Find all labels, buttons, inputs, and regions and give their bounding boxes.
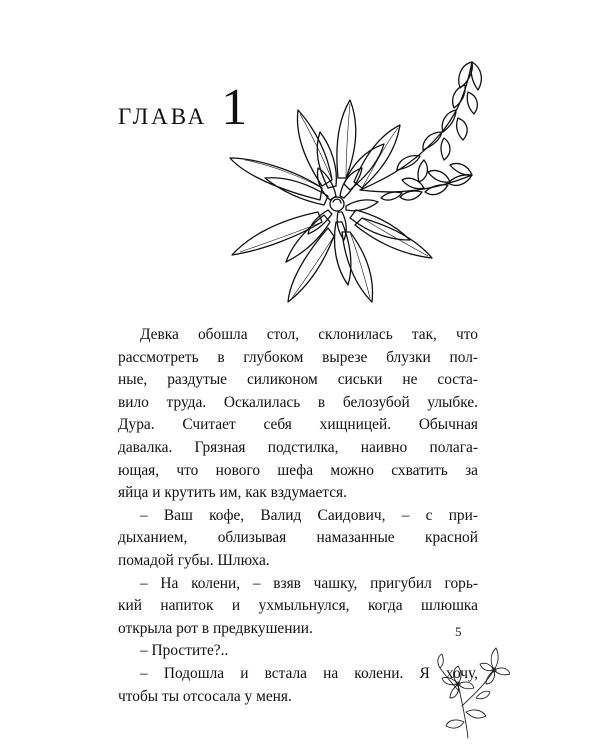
text-line: – Простите?.. [140,642,229,660]
paragraph [118,640,478,663]
text-line: – Подошла и встала на колени. Я хочу, [140,664,478,682]
page-number: 5 [455,624,462,639]
small-flower-illustration [432,640,510,740]
text-line: Дура. Считает себя хищницей. Обычная [118,416,478,434]
text-line: ющая, что нового шефа можно схватить за [118,461,478,479]
text-line: Девка обошла стол, склонилась так, что [140,326,478,343]
text-line: яйца и крутить им, как вздумается. [118,484,347,502]
text-line: ные, раздутые силиконом сиськи не соста- [118,371,478,389]
text-line: помадой губы. Шлюха. [118,551,270,569]
text-line: давалка. Грязная подстилка, наивно полага- [118,438,478,456]
text-line: кий напиток и ухмыльнулся, когда шлюшка [118,597,478,615]
chapter-number: 1 [221,79,248,136]
paragraph [118,663,478,708]
text-line: рассмотреть в глубоком вырезе блузки пол- [118,348,478,366]
text-line: вило труда. Оскалилась в белозубой улыбке. [118,393,478,411]
paragraph [118,573,478,641]
text-line: открыла рот в предвкушении. [118,619,313,637]
chapter-word: ГЛАВА [118,104,208,129]
text-line: дыханием, облизывая намазанные красной [118,529,478,547]
paragraph [118,324,478,505]
text-line: чтобы ты отсосала у меня. [118,687,292,705]
text-line: – На колени, – взяв чашку, пригубил горь- [140,574,478,592]
flower-illustration [210,40,490,310]
body-text [118,324,478,708]
paragraph [118,505,478,573]
text-line: – Ваш кофе, Валид Саидович, – с при- [140,506,478,524]
